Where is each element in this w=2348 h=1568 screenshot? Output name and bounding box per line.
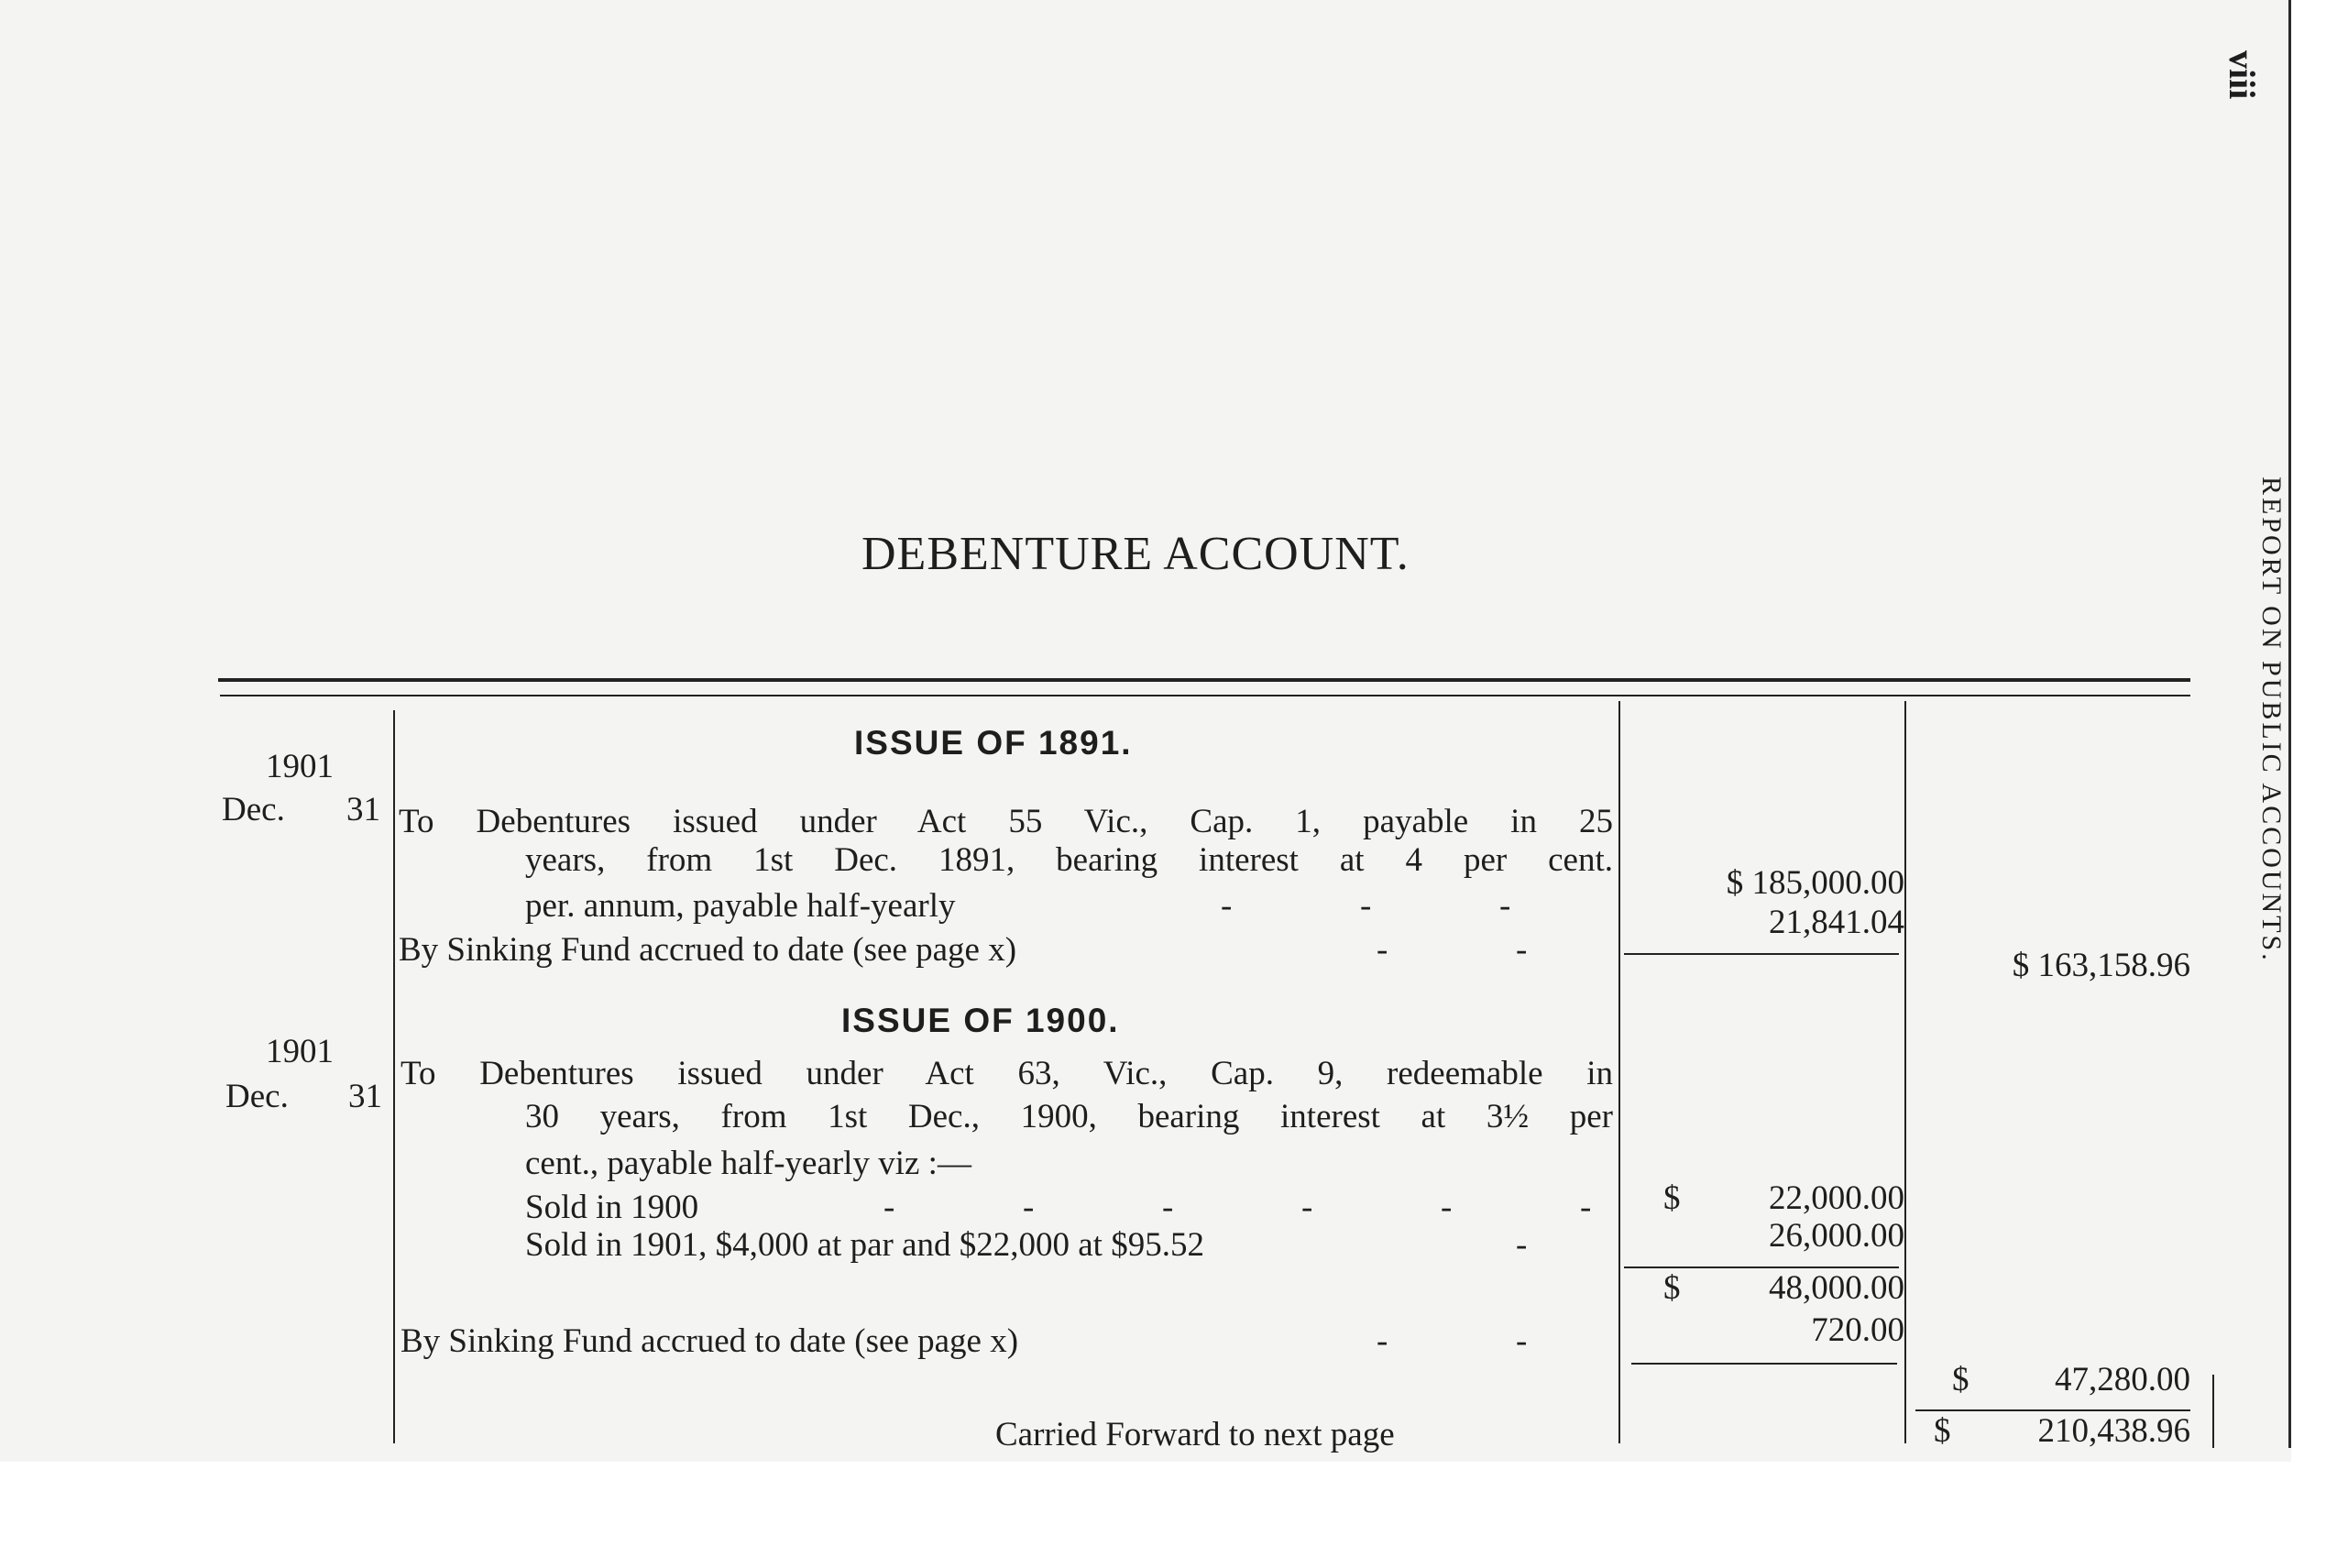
sinking-fund-1900-amount: 720.00 [1811,1311,1904,1349]
leader-dash: - [883,1189,895,1226]
debenture-1900-line-1: To Debentures issued under Act 63, Vic., Cap. 9, redeemable in [400,1055,1613,1092]
subtotal-rule-1891 [1624,953,1899,955]
top-double-rule-thin [220,695,2190,696]
leader-dash: - [1023,1189,1035,1226]
debenture-1891-line-2: years, from 1st Dec. 1891, bearing interest at 4 per cent. [525,841,1613,879]
sinking-fund-1891-label: By Sinking Fund accrued to date (see page x) [399,931,1017,969]
debenture-1891-line-1: To Debentures issued under Act 55 Vic., Cap. 1, payable in 25 [399,803,1613,840]
issue-1900-net-currency: $ [1952,1361,1969,1398]
date-column-rule [393,710,395,1443]
debenture-1891-amount: $ 185,000.00 [1726,864,1904,902]
entry-day: 31 [348,1078,382,1115]
entry-day: 31 [346,791,380,828]
running-head: REPORT ON PUBLIC ACCOUNTS. [2256,477,2287,963]
carried-forward-amount: 210,438.96 [2037,1412,2190,1450]
sold-1900-amount: 22,000.00 [1769,1179,1904,1217]
carried-forward-currency: $ [1934,1412,1951,1450]
top-double-rule-thick [218,678,2190,682]
sinking-fund-1900-label: By Sinking Fund accrued to date (see page x) [400,1322,1019,1360]
issue-1900-net-total: 47,280.00 [2055,1361,2190,1398]
subtotal-currency: $ [1663,1269,1681,1307]
document-title: DEBENTURE ACCOUNT. [861,528,1410,580]
amount-column-rule-middle [1904,701,1906,1443]
total-column-rule-right [2212,1375,2214,1448]
entry-year: 1901 [266,748,334,785]
leader-dash: - [1377,1322,1388,1360]
amount-column-rule-left [1618,701,1620,1443]
leader-dash: - [1162,1189,1174,1226]
leader-dash: - [1580,1189,1592,1226]
leader-dash: - [1377,931,1388,969]
issue-1891-net-total: $ 163,158.96 [2012,947,2190,984]
leader-dash: - [1516,1322,1528,1360]
debenture-1900-line-3: cent., payable half-yearly viz :— [525,1145,971,1182]
entry-month: Dec. [225,1078,289,1115]
debenture-1900-line-2: 30 years, from 1st Dec., 1900, bearing interest at 3½ per [525,1098,1613,1135]
page-edge-rule [2288,0,2291,1448]
carried-forward-label: Carried Forward to next page [995,1416,1395,1453]
sold-1901-label: Sold in 1901, $4,000 at par and $22,000 at $95.52 [525,1226,1204,1264]
sold-1900-currency: $ [1663,1179,1681,1217]
section-heading-1891: ISSUE OF 1891. [854,724,1133,762]
section-heading-1900: ISSUE OF 1900. [841,1002,1120,1039]
net-rule-1900 [1631,1363,1897,1365]
sinking-fund-1891-amount: 21,841.04 [1769,904,1904,941]
leader-dash: - [1360,887,1372,925]
entry-year: 1901 [266,1033,334,1070]
page-number: viii [2222,50,2263,100]
leader-dash: - [1499,887,1511,925]
page-margin-bottom [0,1462,2291,1568]
leader-dash: - [1301,1189,1313,1226]
leader-dash: - [1516,1226,1528,1264]
entry-month: Dec. [222,791,285,828]
debenture-1891-line-3: per. annum, payable half-yearly [525,887,956,925]
subtotal-amount: 48,000.00 [1769,1269,1904,1307]
sold-1900-label: Sold in 1900 [525,1189,699,1226]
leader-dash: - [1441,1189,1453,1226]
sold-1901-amount: 26,000.00 [1769,1217,1904,1255]
leader-dash: - [1221,887,1233,925]
page-margin-right [2291,0,2348,1568]
leader-dash: - [1516,931,1528,969]
